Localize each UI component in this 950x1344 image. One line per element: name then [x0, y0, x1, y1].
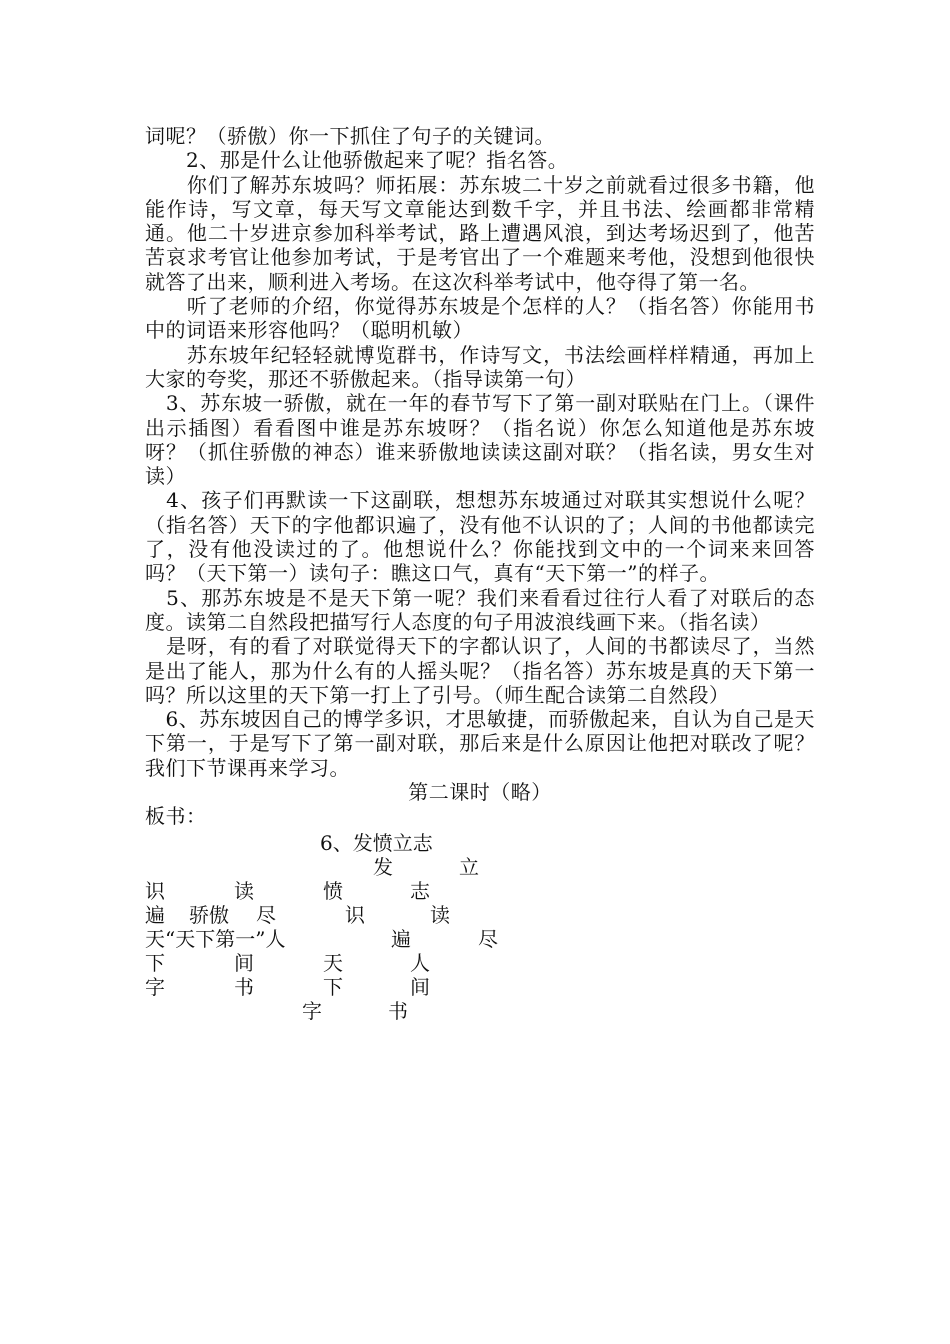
board-cell: 读 [234, 878, 254, 903]
paragraph-8: 5、那苏东坡是不是天下第一呢？我们来看看过往行人看了对联后的态度。读第二自然段把描写行人态度的句子用波浪线画下来。（指名读） [145, 585, 815, 634]
board-cell: 人 [410, 950, 430, 975]
board-cell: 书 [388, 998, 408, 1023]
paragraph-6: 3、苏东坡一骄傲，就在一年的春节写下了第一副对联贴在门上。（课件出示插图）看看图中谁是苏东坡呀？（指名说）你怎么知道他是苏东坡呀？（抓住骄傲的神态）谁来骄傲地读读这副对联？（指名读，男女生对读） [145, 391, 815, 489]
board-cell: 下 [145, 950, 165, 975]
paragraph-1: 词呢？（骄傲）你一下抓住了句子的关键词。 [145, 124, 555, 148]
board-cell: 尽 [478, 926, 498, 951]
board-cell: 字 [302, 998, 322, 1023]
paragraph-7: 4、孩子们再默读一下这副联，想想苏东坡通过对联其实想说什么呢？（指名答）天下的字他都识遍了，没有他不认识的了；人间的书他都读完了，没有他没读过的了。他想说什么？你能找到文中的一个词来来回答吗？（天下第一）读句子：瞧这口气，真有“天下第一”的样子。 [145, 488, 815, 586]
board-cell: 书 [234, 974, 254, 999]
paragraph-9: 是呀，有的看了对联觉得天下的字都认识了，人间的书都读尽了，当然是出了能人，那为什么有的人摇头呢？（指名答）苏东坡是真的天下第一吗？所以这里的天下第一打上了引号。（师生配合读第二自然段） [145, 634, 815, 707]
paragraph-4: 听了老师的介绍，你觉得苏东坡是个怎样的人？（指名答）你能用书中的词语来形容他吗？（聪明机敏） [145, 294, 815, 343]
board-cell: 立 [459, 854, 479, 879]
board-cell: 间 [234, 950, 254, 975]
board-cell: 遍 [391, 926, 411, 951]
board-cell: 愤 [323, 878, 343, 903]
board-cell: 识 [145, 878, 165, 903]
paragraph-10: 6、苏东坡因自己的博学多识，才思敏捷，而骄傲起来，自认为自己是天下第一，于是写下了第一副对联，那后来是什么原因让他把对联改了呢？我们下节课再来学习。 [145, 707, 815, 780]
board-cell: 尽 [256, 902, 276, 927]
paragraph-5: 苏东坡年纪轻轻就博览群书，作诗写文，书法绘画样样精通，再加上大家的夸奖，那还不骄傲起来。（指导读第一句） [145, 342, 815, 391]
board-title: 6、发愤立志 [320, 830, 433, 855]
board-cell: 读 [430, 902, 450, 927]
paragraph-3: 你们了解苏东坡吗？师拓展：苏东坡二十岁之前就看过很多书籍，他能作诗，写文章，每天写文章能达到数千字，并且书法、绘画都非常精通。他二十岁进京参加科举考试，路上遭遇风浪，到达考场迟到了，他苦苦哀求考官让他参加考试，于是考官出了一个难题来考他，没想到他很快就答了出来，顺利进入考场。在这次科举考试中，他夺得了第一名。 [145, 172, 815, 294]
board-cell: 遍 [145, 902, 165, 927]
board-label: 板书： [145, 804, 207, 829]
document-page [145, 124, 815, 1029]
board-cell: “天下第一”人 [165, 926, 286, 951]
board-cell: 间 [410, 974, 430, 999]
board-cell: 字 [145, 974, 165, 999]
board-cell: 识 [345, 902, 365, 927]
board-cell: 下 [323, 974, 343, 999]
board-cell: 发 [373, 854, 393, 879]
board-cell: 志 [410, 878, 430, 903]
board-cell: 天 [323, 950, 343, 975]
board-cell: 骄傲 [189, 902, 229, 927]
blackboard-diagram [145, 829, 815, 1029]
second-lesson-heading: 第二课时（略） [408, 780, 552, 805]
board-cell: 天 [145, 926, 165, 951]
paragraph-2: 2、那是什么让他骄傲起来了呢？指名答。 [145, 148, 569, 173]
